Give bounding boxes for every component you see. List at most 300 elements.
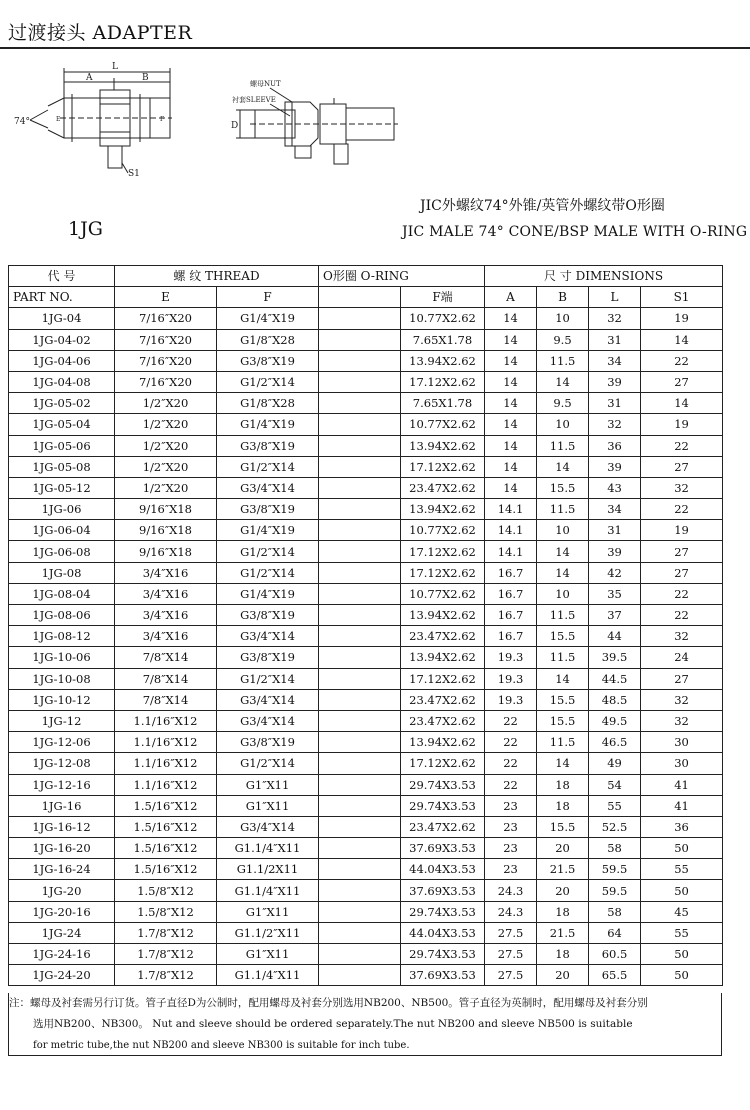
cell-s1: 27 — [641, 371, 723, 392]
cell-f-end: 10.77X2.62 — [401, 520, 485, 541]
cell-f-end: 29.74X3.53 — [401, 795, 485, 816]
cell-blank — [319, 414, 401, 435]
cell-s1: 55 — [641, 922, 723, 943]
label-S1: S1 — [128, 169, 140, 179]
cell-b: 15.5 — [537, 477, 589, 498]
cell-b: 18 — [537, 795, 589, 816]
table-row — [9, 435, 723, 456]
cell-blank — [319, 774, 401, 795]
cell-blank — [319, 880, 401, 901]
cell-a: 22 — [485, 710, 537, 731]
cell-part-no: 1JG-04-02 — [9, 329, 115, 350]
cell-blank — [319, 710, 401, 731]
cell-f: G3/4″X14 — [217, 626, 319, 647]
cell-l: 31 — [589, 520, 641, 541]
cell-a: 14 — [485, 435, 537, 456]
cell-part-no: 1JG-10-06 — [9, 647, 115, 668]
table-row — [9, 329, 723, 350]
cell-b: 20 — [537, 838, 589, 859]
cell-b: 11.5 — [537, 605, 589, 626]
col-f-end: F端 — [401, 287, 485, 308]
cell-e: 1.7/8″X12 — [115, 944, 217, 965]
table-row — [9, 520, 723, 541]
cell-l: 32 — [589, 414, 641, 435]
cell-f: G1″X11 — [217, 795, 319, 816]
label-sleeve: 衬套SLEEVE — [232, 96, 276, 104]
cell-l: 42 — [589, 562, 641, 583]
table-row — [9, 647, 723, 668]
cell-b: 10 — [537, 308, 589, 329]
cell-e: 1.5/16″X12 — [115, 859, 217, 880]
cell-blank — [319, 350, 401, 371]
label-F: F — [160, 116, 165, 123]
cell-s1: 19 — [641, 308, 723, 329]
page-title: 过渡接头 ADAPTER — [8, 22, 193, 44]
cell-f-end: 17.12X2.62 — [401, 753, 485, 774]
cell-e: 7/16″X20 — [115, 371, 217, 392]
cell-f: G3/4″X14 — [217, 477, 319, 498]
cell-f: G3/8″X19 — [217, 435, 319, 456]
table-row — [9, 668, 723, 689]
cell-a: 27.5 — [485, 922, 537, 943]
table-row — [9, 626, 723, 647]
cell-part-no: 1JG-16 — [9, 795, 115, 816]
notes-box — [8, 993, 722, 1056]
cell-s1: 30 — [641, 732, 723, 753]
cell-f: G1″X11 — [217, 774, 319, 795]
cell-f-end: 13.94X2.62 — [401, 435, 485, 456]
cell-blank — [319, 838, 401, 859]
cell-l: 31 — [589, 393, 641, 414]
cell-s1: 50 — [641, 880, 723, 901]
table-row — [9, 605, 723, 626]
table-row — [9, 816, 723, 837]
cell-blank — [319, 583, 401, 604]
cell-a: 27.5 — [485, 944, 537, 965]
cell-s1: 36 — [641, 816, 723, 837]
cell-e: 1/2″X20 — [115, 456, 217, 477]
cell-b: 11.5 — [537, 499, 589, 520]
fitting-diagram — [0, 58, 410, 188]
cell-f: G3/8″X19 — [217, 499, 319, 520]
cell-a: 16.7 — [485, 605, 537, 626]
cell-part-no: 1JG-08-04 — [9, 583, 115, 604]
cell-e: 7/8″X14 — [115, 689, 217, 710]
label-D: D — [231, 121, 239, 131]
cell-e: 1.5/16″X12 — [115, 816, 217, 837]
cell-e: 1.5/16″X12 — [115, 838, 217, 859]
cell-e: 1.1/16″X12 — [115, 732, 217, 753]
header-thread: 螺 纹 THREAD — [115, 266, 319, 287]
cell-f-end: 23.47X2.62 — [401, 816, 485, 837]
spec-table — [8, 265, 723, 986]
cell-f: G1/2″X14 — [217, 668, 319, 689]
cell-part-no: 1JG-12-08 — [9, 753, 115, 774]
cell-f-end: 29.74X3.53 — [401, 774, 485, 795]
cell-s1: 41 — [641, 774, 723, 795]
cell-l: 32 — [589, 308, 641, 329]
cell-f-end: 29.74X3.53 — [401, 901, 485, 922]
cell-part-no: 1JG-04-08 — [9, 371, 115, 392]
cell-f: G1/4″X19 — [217, 414, 319, 435]
cell-l: 52.5 — [589, 816, 641, 837]
col-part-no: PART NO. — [9, 287, 115, 308]
cell-a: 24.3 — [485, 880, 537, 901]
cell-part-no: 1JG-16-24 — [9, 859, 115, 880]
cell-b: 14 — [537, 371, 589, 392]
cell-s1: 50 — [641, 965, 723, 986]
cell-a: 14 — [485, 414, 537, 435]
cell-l: 37 — [589, 605, 641, 626]
cell-b: 9.5 — [537, 329, 589, 350]
cell-s1: 27 — [641, 668, 723, 689]
cell-b: 18 — [537, 774, 589, 795]
cell-blank — [319, 668, 401, 689]
cell-f: G1.1/4″X11 — [217, 880, 319, 901]
cell-f-end: 17.12X2.62 — [401, 371, 485, 392]
label-nut: 螺母NUT — [250, 80, 281, 88]
cell-a: 19.3 — [485, 689, 537, 710]
cell-a: 23 — [485, 859, 537, 880]
cell-l: 34 — [589, 499, 641, 520]
cell-e: 9/16″X18 — [115, 541, 217, 562]
cell-f-end: 29.74X3.53 — [401, 944, 485, 965]
table-row — [9, 710, 723, 731]
table-row — [9, 414, 723, 435]
cell-f-end: 37.69X3.53 — [401, 838, 485, 859]
group-header-row — [9, 266, 723, 287]
cell-part-no: 1JG-05-02 — [9, 393, 115, 414]
cell-s1: 19 — [641, 520, 723, 541]
cell-f: G3/4″X14 — [217, 816, 319, 837]
note-line-1: 注：螺母及衬套需另行订货。管子直径D为公制时，配用螺母及衬套分别选用NB200、NB500。管子直径为英制时，配用螺母及衬套分别 — [9, 997, 648, 1009]
cell-l: 44 — [589, 626, 641, 647]
cell-f-end: 37.69X3.53 — [401, 880, 485, 901]
table-row — [9, 922, 723, 943]
cell-f-end: 17.12X2.62 — [401, 562, 485, 583]
cell-e: 1/2″X20 — [115, 435, 217, 456]
label-B: B — [142, 73, 149, 83]
table-row — [9, 350, 723, 371]
cell-f-end: 44.04X3.53 — [401, 859, 485, 880]
note-line-3: for metric tube,the nut NB200 and sleeve NB300 is suitable for inch tube. — [33, 1040, 410, 1051]
cell-e: 1/2″X20 — [115, 393, 217, 414]
table-row — [9, 795, 723, 816]
cell-e: 7/16″X20 — [115, 350, 217, 371]
cell-e: 3/4″X16 — [115, 626, 217, 647]
cell-f: G1.1/4″X11 — [217, 965, 319, 986]
cell-a: 14 — [485, 393, 537, 414]
cell-a: 16.7 — [485, 626, 537, 647]
cell-l: 59.5 — [589, 880, 641, 901]
cell-f-end: 37.69X3.53 — [401, 965, 485, 986]
cell-s1: 41 — [641, 795, 723, 816]
cell-f: G1.1/4″X11 — [217, 838, 319, 859]
table-row — [9, 901, 723, 922]
label-E: E — [56, 116, 61, 123]
cell-f-end: 10.77X2.62 — [401, 414, 485, 435]
cell-blank — [319, 901, 401, 922]
cell-b: 15.5 — [537, 816, 589, 837]
cell-s1: 55 — [641, 859, 723, 880]
cell-e: 7/16″X20 — [115, 308, 217, 329]
cell-s1: 32 — [641, 626, 723, 647]
cell-l: 46.5 — [589, 732, 641, 753]
cell-part-no: 1JG-16-12 — [9, 816, 115, 837]
table-row — [9, 541, 723, 562]
cell-l: 44.5 — [589, 668, 641, 689]
cell-s1: 22 — [641, 605, 723, 626]
cell-part-no: 1JG-16-20 — [9, 838, 115, 859]
cell-l: 58 — [589, 838, 641, 859]
cell-part-no: 1JG-12-16 — [9, 774, 115, 795]
cell-s1: 24 — [641, 647, 723, 668]
cell-b: 14 — [537, 456, 589, 477]
cell-b: 18 — [537, 901, 589, 922]
cell-f: G1/8″X28 — [217, 393, 319, 414]
col-blank — [319, 287, 401, 308]
cell-a: 23 — [485, 816, 537, 837]
cell-l: 31 — [589, 329, 641, 350]
cell-s1: 32 — [641, 689, 723, 710]
cell-blank — [319, 499, 401, 520]
column-header-row — [9, 287, 723, 308]
hex-flat — [108, 146, 122, 168]
table-row — [9, 393, 723, 414]
cell-e: 3/4″X16 — [115, 605, 217, 626]
cell-b: 20 — [537, 880, 589, 901]
cell-a: 16.7 — [485, 562, 537, 583]
cell-s1: 30 — [641, 753, 723, 774]
cell-s1: 22 — [641, 499, 723, 520]
cell-l: 49.5 — [589, 710, 641, 731]
cell-l: 39 — [589, 371, 641, 392]
header-divider — [0, 47, 750, 49]
cell-e: 7/8″X14 — [115, 647, 217, 668]
cell-a: 19.3 — [485, 668, 537, 689]
cell-l: 36 — [589, 435, 641, 456]
cell-e: 1.7/8″X12 — [115, 922, 217, 943]
cell-f-end: 23.47X2.62 — [401, 477, 485, 498]
cell-s1: 27 — [641, 562, 723, 583]
cell-f-end: 23.47X2.62 — [401, 626, 485, 647]
cell-f: G3/8″X19 — [217, 350, 319, 371]
cell-blank — [319, 944, 401, 965]
cell-part-no: 1JG-08-12 — [9, 626, 115, 647]
spec-table-body — [9, 308, 723, 986]
cell-e: 1.5/8″X12 — [115, 880, 217, 901]
cell-f-end: 17.12X2.62 — [401, 668, 485, 689]
cell-e: 1/2″X20 — [115, 414, 217, 435]
label-L: L — [112, 62, 118, 72]
cell-part-no: 1JG-10-08 — [9, 668, 115, 689]
cell-blank — [319, 393, 401, 414]
cell-f-end: 10.77X2.62 — [401, 308, 485, 329]
table-row — [9, 689, 723, 710]
cell-e: 1.1/16″X12 — [115, 753, 217, 774]
cell-e: 3/4″X16 — [115, 562, 217, 583]
cell-blank — [319, 816, 401, 837]
cell-blank — [319, 689, 401, 710]
cell-f-end: 44.04X3.53 — [401, 922, 485, 943]
cell-a: 22 — [485, 732, 537, 753]
cell-part-no: 1JG-05-08 — [9, 456, 115, 477]
cell-l: 43 — [589, 477, 641, 498]
cell-f-end: 7.65X1.78 — [401, 393, 485, 414]
table-row — [9, 732, 723, 753]
cell-a: 14 — [485, 456, 537, 477]
cell-e: 7/8″X14 — [115, 668, 217, 689]
cell-f-end: 23.47X2.62 — [401, 710, 485, 731]
cell-part-no: 1JG-05-12 — [9, 477, 115, 498]
cell-f: G1/2″X14 — [217, 456, 319, 477]
cell-s1: 14 — [641, 393, 723, 414]
cell-e: 1.1/16″X12 — [115, 774, 217, 795]
cell-blank — [319, 371, 401, 392]
table-row — [9, 965, 723, 986]
cell-part-no: 1JG-08-06 — [9, 605, 115, 626]
cell-part-no: 1JG-24-16 — [9, 944, 115, 965]
cell-a: 14.1 — [485, 541, 537, 562]
cell-s1: 50 — [641, 944, 723, 965]
cell-a: 14 — [485, 329, 537, 350]
cell-s1: 22 — [641, 583, 723, 604]
cell-b: 9.5 — [537, 393, 589, 414]
cell-b: 11.5 — [537, 350, 589, 371]
table-row — [9, 499, 723, 520]
cell-blank — [319, 626, 401, 647]
cell-b: 10 — [537, 414, 589, 435]
cell-blank — [319, 308, 401, 329]
cell-e: 7/16″X20 — [115, 329, 217, 350]
cell-l: 59.5 — [589, 859, 641, 880]
cell-f: G1/2″X14 — [217, 371, 319, 392]
cell-blank — [319, 605, 401, 626]
table-row — [9, 753, 723, 774]
cell-f: G1.1/2X11 — [217, 859, 319, 880]
cell-a: 16.7 — [485, 583, 537, 604]
cell-a: 14 — [485, 350, 537, 371]
cell-e: 1.5/8″X12 — [115, 901, 217, 922]
cell-l: 39.5 — [589, 647, 641, 668]
cell-s1: 14 — [641, 329, 723, 350]
col-l: L — [589, 287, 641, 308]
cell-s1: 22 — [641, 435, 723, 456]
cell-f: G1.1/2″X11 — [217, 922, 319, 943]
cell-l: 35 — [589, 583, 641, 604]
cell-f: G3/8″X19 — [217, 647, 319, 668]
note-line-2: 选用NB200、NB300。 Nut and sleeve should be ordered separately.The nut NB200 and sleeve NB500 is suitable — [33, 1018, 633, 1030]
cell-s1: 27 — [641, 541, 723, 562]
cell-f: G3/8″X19 — [217, 732, 319, 753]
cell-b: 14 — [537, 541, 589, 562]
cell-part-no: 1JG-04-06 — [9, 350, 115, 371]
cell-f-end: 7.65X1.78 — [401, 329, 485, 350]
cell-f: G1/2″X14 — [217, 753, 319, 774]
cell-b: 14 — [537, 562, 589, 583]
cell-f: G3/4″X14 — [217, 689, 319, 710]
cell-b: 11.5 — [537, 732, 589, 753]
cell-a: 14 — [485, 371, 537, 392]
cell-f: G1/2″X14 — [217, 541, 319, 562]
cell-part-no: 1JG-12 — [9, 710, 115, 731]
cell-blank — [319, 922, 401, 943]
cell-a: 19.3 — [485, 647, 537, 668]
cell-l: 48.5 — [589, 689, 641, 710]
cell-f-end: 17.12X2.62 — [401, 541, 485, 562]
header-dimensions: 尺 寸 DIMENSIONS — [485, 266, 723, 287]
cell-f: G1″X11 — [217, 901, 319, 922]
product-description-cn: JIC外螺纹74°外锥/英管外螺纹带O形圈 — [420, 198, 665, 214]
col-b: B — [537, 287, 589, 308]
cell-b: 21.5 — [537, 859, 589, 880]
cell-l: 49 — [589, 753, 641, 774]
cell-s1: 32 — [641, 477, 723, 498]
cell-e: 1.7/8″X12 — [115, 965, 217, 986]
cell-part-no: 1JG-08 — [9, 562, 115, 583]
cell-blank — [319, 965, 401, 986]
label-angle: 74° — [14, 117, 30, 127]
cell-b: 14 — [537, 753, 589, 774]
cell-part-no: 1JG-20 — [9, 880, 115, 901]
cell-part-no: 1JG-06-08 — [9, 541, 115, 562]
cell-l: 39 — [589, 541, 641, 562]
cell-f: G3/4″X14 — [217, 710, 319, 731]
header-code: 代 号 — [9, 266, 115, 287]
cell-e: 9/16″X18 — [115, 499, 217, 520]
table-row — [9, 859, 723, 880]
cell-f-end: 23.47X2.62 — [401, 689, 485, 710]
table-row — [9, 456, 723, 477]
cell-b: 11.5 — [537, 435, 589, 456]
col-f: F — [217, 287, 319, 308]
cell-l: 65.5 — [589, 965, 641, 986]
cell-part-no: 1JG-04 — [9, 308, 115, 329]
cell-part-no: 1JG-20-16 — [9, 901, 115, 922]
cell-blank — [319, 456, 401, 477]
cell-a: 14.1 — [485, 499, 537, 520]
cell-a: 14.1 — [485, 520, 537, 541]
table-row — [9, 371, 723, 392]
cell-e: 9/16″X18 — [115, 520, 217, 541]
table-row — [9, 583, 723, 604]
cell-a: 22 — [485, 774, 537, 795]
col-a: A — [485, 287, 537, 308]
cell-a: 14 — [485, 477, 537, 498]
cell-l: 60.5 — [589, 944, 641, 965]
table-row — [9, 477, 723, 498]
cell-e: 3/4″X16 — [115, 583, 217, 604]
cell-f: G1/2″X14 — [217, 562, 319, 583]
cell-e: 1.1/16″X12 — [115, 710, 217, 731]
cell-part-no: 1JG-24-20 — [9, 965, 115, 986]
cell-l: 55 — [589, 795, 641, 816]
col-e: E — [115, 287, 217, 308]
cell-part-no: 1JG-12-06 — [9, 732, 115, 753]
cell-l: 58 — [589, 901, 641, 922]
cell-part-no: 1JG-05-06 — [9, 435, 115, 456]
cell-f-end: 13.94X2.62 — [401, 647, 485, 668]
cell-a: 24.3 — [485, 901, 537, 922]
cell-b: 11.5 — [537, 647, 589, 668]
cell-l: 39 — [589, 456, 641, 477]
col-s1: S1 — [641, 287, 723, 308]
cell-blank — [319, 477, 401, 498]
cell-part-no: 1JG-10-12 — [9, 689, 115, 710]
cell-s1: 19 — [641, 414, 723, 435]
cell-f: G1/8″X28 — [217, 329, 319, 350]
cell-a: 23 — [485, 795, 537, 816]
